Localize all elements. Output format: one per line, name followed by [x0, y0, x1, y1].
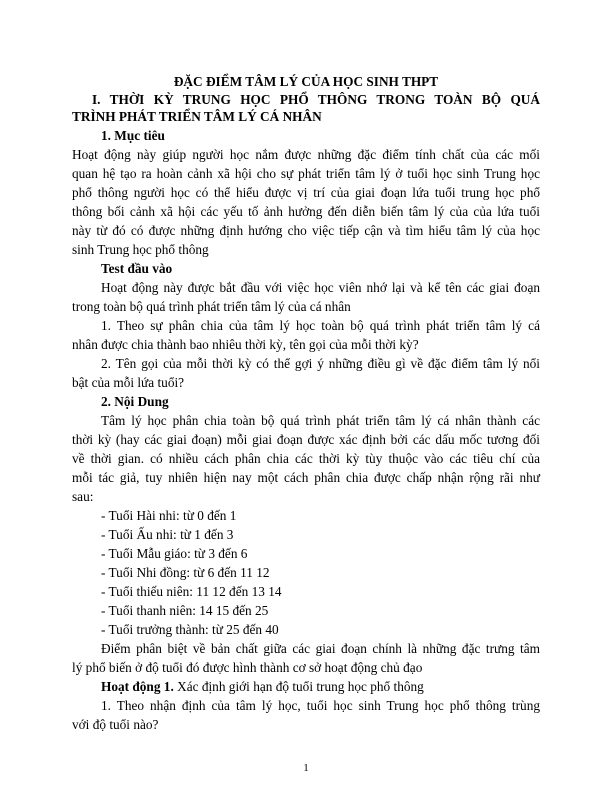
activity-1: [101, 679, 540, 695]
objective-heading: 1. Mục tiêu: [101, 128, 165, 143]
content-line: mỗi tác giả, tuy nhiên hiện nay một cách phân chia được chấp nhận rộng rãi như: [72, 470, 540, 485]
content-line: Tâm lý học phân chia toàn bộ quá trình phát triển tâm lý cá nhân thành các: [101, 413, 540, 428]
objective-line: Hoạt động này giúp người học nắm được những đặc điểm tính chất của các mối: [72, 147, 540, 162]
objective-line: sinh Trung học phổ thông: [72, 242, 209, 257]
objective-line: thông bối cảnh xã hội các yếu tố ảnh hưởng đến diễn biến tâm lý của của lứa tuổi: [72, 204, 540, 219]
content-line: về thời gian. có nhiều cách phân chia các thời kỳ tùy thuộc vào các tiêu chí của: [72, 451, 540, 466]
pretest-line: Hoạt động này được bắt đầu với việc học viên nhớ lại và kể tên các giai đoạn: [101, 280, 540, 295]
activity-label: Hoạt động 1.: [101, 679, 174, 694]
objective-line: phổ thông người học có thể hiểu được vị trí của giai đoạn lứa tuổi trung học phổ: [72, 185, 540, 200]
activity-question-line: 1. Theo nhận định của tâm lý học, tuổi học sinh Trung học phổ thông trùng: [101, 698, 540, 713]
pretest-line: trong toàn bộ quá trình phát triển tâm lý của cá nhân: [72, 299, 351, 314]
question-2-line: 2. Tên gọi của mỗi thời kỳ có thể gợi ý những điều gì về đặc điểm tâm lý nổi: [101, 356, 540, 371]
stage-item: - Tuổi Hài nhi: từ 0 đến 1: [101, 508, 237, 523]
distinction-line: Điểm phân biệt về bản chất giữa các giai đoạn chính là những đặc trưng tâm: [101, 641, 540, 656]
section-heading-line2: TRÌNH PHÁT TRIỂN TÂM LÝ CÁ NHÂN: [72, 109, 322, 124]
document-title: ĐẶC ĐIỂM TÂM LÝ CỦA HỌC SINH THPT: [173, 74, 439, 89]
objective-line: này từ đó có được những định hướng cho việc tiếp cận và tìm hiểu tâm lý của học: [72, 223, 540, 238]
objective-line: quan hệ tạo ra hoàn cảnh xã hội cho sự phát triển tâm lý ở tuổi học sinh Trung học: [72, 166, 540, 181]
activity-text: Xác định giới hạn độ tuổi trung học phổ thông: [173, 679, 424, 694]
pretest-heading: Test đầu vào: [101, 261, 173, 276]
stage-item: - Tuổi Ấu nhi: từ 1 đến 3: [101, 527, 234, 542]
section-heading-line1: I. THỜI KỲ TRUNG HỌC PHỔ THÔNG TRONG TOÀN BỘ QUÁ: [92, 92, 540, 107]
content-line: sau:: [72, 489, 94, 504]
question-2-line: bật của mỗi lứa tuổi?: [72, 375, 185, 390]
activity-question-line: với độ tuổi nào?: [72, 717, 159, 732]
stage-item: - Tuổi thanh niên: 14 15 đến 25: [101, 603, 269, 618]
stage-item: - Tuổi Nhi đồng: từ 6 đến 11 12: [101, 565, 270, 580]
question-1-line: nhân được chia thành bao nhiêu thời kỳ, tên gọi của mỗi thời kỳ?: [72, 337, 419, 352]
stage-item: - Tuổi Mẫu giáo: từ 3 đến 6: [101, 546, 248, 561]
page-number: 1: [303, 762, 309, 774]
content-heading: 2. Nội Dung: [101, 394, 169, 409]
distinction-line: lý phổ biến ở độ tuổi đó được hình thành cơ sở hoạt động chủ đạo: [72, 660, 423, 675]
question-1-line: 1. Theo sự phân chia của tâm lý học toàn bộ quá trình phát triển tâm lý cá: [101, 318, 540, 333]
stage-item: - Tuổi thiếu niên: 11 12 đến 13 14: [101, 584, 282, 599]
stage-item: - Tuổi trưởng thành: từ 25 đến 40: [101, 622, 279, 637]
content-line: thời kỳ (hay các giai đoạn) mỗi giai đoạn được xác định bởi các dấu mốc tương đối: [72, 432, 540, 447]
